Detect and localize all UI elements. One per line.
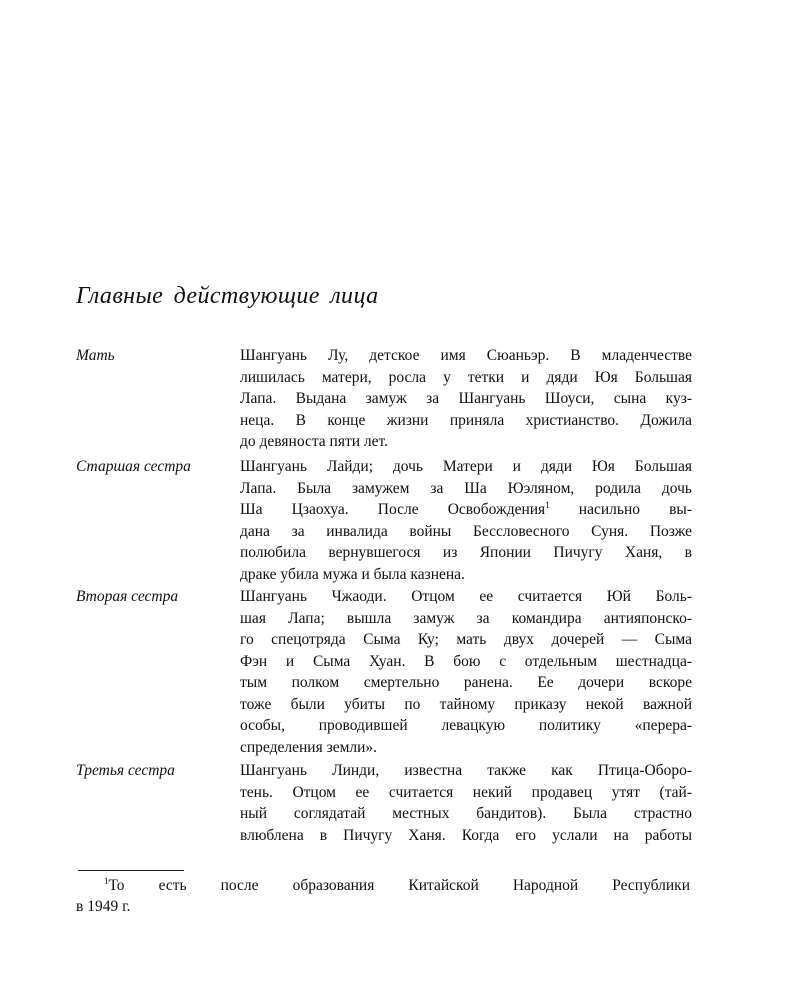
- character-description: [240, 345, 692, 453]
- character-description: [240, 456, 692, 585]
- character-name: Мать: [76, 347, 115, 364]
- text-line: тоже были убиты по тайному приказу некой важной: [240, 695, 692, 713]
- text-line: Лапа. Выдана замуж за Шангуань Шоуси, сына куз-: [240, 390, 692, 407]
- text-segment: Ша Цзаохуа. После Освобождения: [240, 501, 546, 518]
- footnote-line: [76, 875, 690, 896]
- section-title: Главные действующие лица: [76, 283, 379, 309]
- character-description: [240, 760, 692, 846]
- text-line: го спецотряда Сыма Ку; мать двух дочерей — Сыма: [240, 631, 692, 648]
- footnote-marker: 1: [104, 875, 109, 886]
- text-line-with-footnote-ref: [240, 499, 692, 521]
- text-line: спределения земли».: [240, 738, 378, 756]
- text-line: полюбила вернувшегося из Японии Пичугу Ханя, в: [240, 544, 692, 561]
- text-line: лишилась матери, росла у тетки и дяди Юя Большая: [240, 368, 692, 386]
- text-line: дана за инвалида войны Бессловесного Суня. Позже: [240, 522, 692, 540]
- text-line: драке убила мужа и была казнена.: [240, 565, 465, 583]
- text-segment: насильно вы-: [549, 501, 693, 518]
- text-line: Лапа. Была замужем за Ша Юэляном, родила дочь: [240, 479, 692, 497]
- text-line: Шангуань Лу, детское имя Сюаньэр. В младенчестве: [240, 347, 692, 364]
- text-line: Шангуань Линди, известна также как Птица-Оборо-: [240, 762, 692, 779]
- text-line: неца. В конце жизни приняла христианство. Дожила: [240, 411, 692, 429]
- footnote: [76, 875, 690, 917]
- text-line: шая Лапа; вышла замуж за командира антияпонско-: [240, 609, 692, 627]
- footnote-text: То есть после образования Китайской Народной Республики: [108, 877, 690, 894]
- footnote-line: в 1949 г.: [76, 898, 131, 915]
- character-name: Старшая сестра: [76, 458, 191, 475]
- character-name: Третья сестра: [76, 762, 175, 779]
- text-line: до девяноста пяти лет.: [240, 433, 389, 450]
- footnote-divider: [78, 870, 184, 871]
- text-line: тым полком смертельно ранена. Ее дочери вскоре: [240, 674, 692, 691]
- text-line: влюблена в Пичугу Ханя. Когда его услали на работы: [240, 826, 692, 844]
- text-line: ный соглядатай местных бандитов). Была страстно: [240, 805, 692, 822]
- text-line: особы, проводившей левацкую политику «перера-: [240, 717, 692, 734]
- text-line: тень. Отцом ее считается некий продавец утят (тай-: [240, 783, 692, 801]
- text-line: Фэн и Сыма Хуан. В бою с отдельным шестнадца-: [240, 652, 692, 670]
- character-description: [240, 586, 692, 758]
- text-line: Шангуань Лайди; дочь Матери и дяди Юя Большая: [240, 458, 692, 475]
- footnote-reference[interactable]: 1: [545, 499, 550, 510]
- text-line: Шангуань Чжаоди. Отцом ее считается Юй Боль-: [240, 588, 692, 605]
- character-name: Вторая сестра: [76, 588, 179, 605]
